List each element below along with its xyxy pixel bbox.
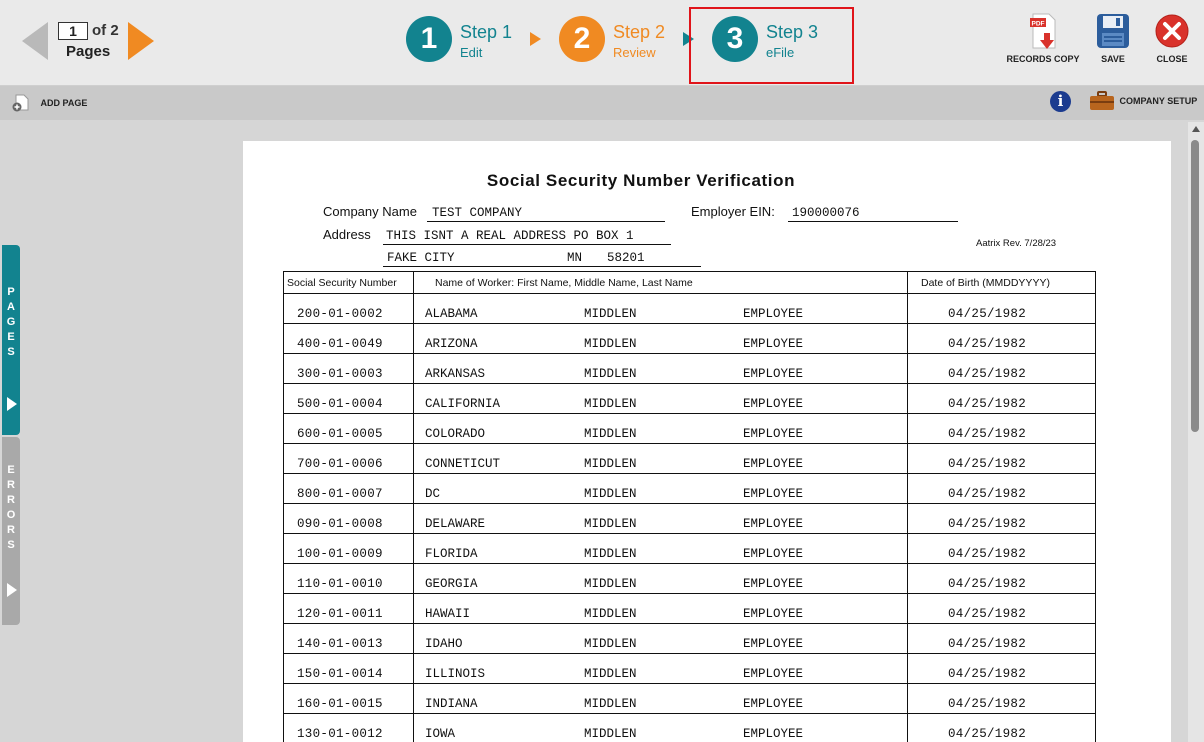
dob-cell[interactable]: 04/25/1982 bbox=[908, 714, 1096, 742]
middle-name: MIDDLEN bbox=[584, 517, 637, 531]
ssn-cell[interactable]: 120-01-0011 bbox=[284, 594, 414, 624]
current-page-input[interactable]: 1 bbox=[58, 22, 88, 40]
employer-ein-label: Employer EIN: bbox=[691, 204, 775, 219]
last-name: EMPLOYEE bbox=[743, 637, 804, 651]
worker-name-cell[interactable] bbox=[414, 624, 908, 654]
pdf-badge-text: PDF bbox=[1031, 20, 1045, 28]
middle-name: MIDDLEN bbox=[584, 637, 637, 651]
tab-letter: E bbox=[7, 464, 15, 476]
records-copy-button[interactable] bbox=[1006, 12, 1080, 64]
ssn-cell[interactable]: 800-01-0007 bbox=[284, 474, 414, 504]
worker-name-cell[interactable] bbox=[414, 414, 908, 444]
step-1-number: 1 bbox=[406, 16, 452, 62]
worker-name-cell[interactable] bbox=[414, 534, 908, 564]
last-name: EMPLOYEE bbox=[743, 607, 804, 621]
tab-letter: S bbox=[7, 346, 15, 358]
ssn-cell[interactable]: 130-01-0012 bbox=[284, 714, 414, 742]
dob-cell[interactable]: 04/25/1982 bbox=[908, 504, 1096, 534]
tab-letter: O bbox=[6, 509, 16, 521]
first-name: COLORADO bbox=[425, 427, 486, 441]
last-name: EMPLOYEE bbox=[743, 577, 804, 591]
middle-name: MIDDLEN bbox=[584, 337, 637, 351]
tab-letter: A bbox=[7, 301, 15, 313]
add-page-button[interactable] bbox=[12, 94, 87, 112]
worker-name-cell[interactable] bbox=[414, 654, 908, 684]
last-name: EMPLOYEE bbox=[743, 337, 804, 351]
middle-name: MIDDLEN bbox=[584, 667, 637, 681]
first-name: ARKANSAS bbox=[425, 367, 486, 381]
ssn-cell[interactable]: 100-01-0009 bbox=[284, 534, 414, 564]
table-row bbox=[284, 444, 1096, 474]
column-header-dob: Date of Birth (MMDDYYYY) bbox=[908, 272, 1096, 294]
secondary-toolbar bbox=[0, 86, 1204, 120]
dob-cell[interactable]: 04/25/1982 bbox=[908, 654, 1096, 684]
close-icon bbox=[1154, 12, 1190, 52]
dob-cell[interactable]: 04/25/1982 bbox=[908, 594, 1096, 624]
add-page-icon bbox=[12, 94, 30, 112]
info-icon[interactable]: i bbox=[1050, 91, 1071, 112]
worker-name-cell[interactable] bbox=[414, 714, 908, 742]
step-1-subtitle: Edit bbox=[460, 45, 483, 60]
last-name: EMPLOYEE bbox=[743, 307, 804, 321]
ssn-cell[interactable]: 150-01-0014 bbox=[284, 654, 414, 684]
ssn-cell[interactable]: 110-01-0010 bbox=[284, 564, 414, 594]
middle-name: MIDDLEN bbox=[584, 547, 637, 561]
ssn-cell[interactable]: 300-01-0003 bbox=[284, 354, 414, 384]
table-row bbox=[284, 714, 1096, 742]
tab-letter: R bbox=[7, 494, 15, 506]
last-name: EMPLOYEE bbox=[743, 517, 804, 531]
page-navigator bbox=[22, 20, 157, 68]
document-title: Social Security Number Verification bbox=[486, 171, 796, 190]
company-setup-button[interactable] bbox=[1089, 91, 1197, 111]
last-name: EMPLOYEE bbox=[743, 427, 804, 441]
middle-name: MIDDLEN bbox=[584, 457, 637, 471]
last-name: EMPLOYEE bbox=[743, 727, 804, 741]
first-name: IDAHO bbox=[425, 637, 463, 651]
worker-name-cell[interactable] bbox=[414, 294, 908, 324]
table-row bbox=[284, 534, 1096, 564]
step-3-subtitle: eFile bbox=[766, 45, 795, 60]
records-copy-label: RECORDS COPY bbox=[1006, 54, 1080, 64]
step-2-number: 2 bbox=[559, 16, 605, 62]
tab-letter: P bbox=[7, 286, 15, 298]
worker-name-cell[interactable] bbox=[414, 384, 908, 414]
address-line-1-field[interactable]: THIS ISNT A REAL ADDRESS PO BOX 1 bbox=[383, 227, 671, 245]
worker-name-cell[interactable] bbox=[414, 474, 908, 504]
city-field[interactable]: FAKE CITY bbox=[383, 249, 561, 267]
table-row bbox=[284, 684, 1096, 714]
pages-tab-letters bbox=[2, 285, 20, 360]
first-name: INDIANA bbox=[425, 697, 478, 711]
ssn-cell[interactable]: 700-01-0006 bbox=[284, 444, 414, 474]
table-row bbox=[284, 324, 1096, 354]
step-2-subtitle: Review bbox=[613, 45, 656, 60]
page-total-label: of 2 bbox=[92, 22, 119, 39]
column-header-ssn: Social Security Number bbox=[284, 272, 414, 294]
save-button[interactable] bbox=[1094, 12, 1132, 64]
top-toolbar bbox=[0, 0, 1204, 86]
worker-name-cell[interactable] bbox=[414, 594, 908, 624]
tab-letter: G bbox=[6, 316, 16, 328]
tab-letter: R bbox=[7, 479, 15, 491]
middle-name: MIDDLEN bbox=[584, 697, 637, 711]
first-name: GEORGIA bbox=[425, 577, 478, 591]
step-separator-arrow-icon bbox=[530, 32, 541, 46]
scroll-up-arrow-icon[interactable] bbox=[1192, 126, 1200, 132]
first-name: ARIZONA bbox=[425, 337, 478, 351]
state-field[interactable]: MN bbox=[561, 249, 599, 267]
step-3-number: 3 bbox=[712, 16, 758, 62]
ssn-cell[interactable]: 090-01-0008 bbox=[284, 504, 414, 534]
middle-name: MIDDLEN bbox=[584, 427, 637, 441]
pages-label: Pages bbox=[66, 43, 111, 60]
dob-cell[interactable]: 04/25/1982 bbox=[908, 324, 1096, 354]
address-label: Address bbox=[323, 227, 371, 242]
table-row bbox=[284, 594, 1096, 624]
table-header-row bbox=[284, 272, 1096, 294]
dob-cell[interactable]: 04/25/1982 bbox=[908, 474, 1096, 504]
employer-ein-field[interactable]: 190000076 bbox=[788, 204, 958, 222]
dob-cell[interactable]: 04/25/1982 bbox=[908, 354, 1096, 384]
dob-cell[interactable]: 04/25/1982 bbox=[908, 534, 1096, 564]
middle-name: MIDDLEN bbox=[584, 397, 637, 411]
middle-name: MIDDLEN bbox=[584, 727, 637, 741]
close-label: CLOSE bbox=[1156, 54, 1188, 64]
dob-cell[interactable]: 04/25/1982 bbox=[908, 444, 1096, 474]
step-1-title: Step 1 bbox=[460, 22, 513, 42]
worker-name-cell[interactable] bbox=[414, 444, 908, 474]
middle-name: MIDDLEN bbox=[584, 577, 637, 591]
worker-table bbox=[283, 271, 1096, 742]
step-2-title: Step 2 bbox=[613, 22, 666, 42]
first-name: HAWAII bbox=[425, 607, 471, 621]
worker-name-cell[interactable] bbox=[414, 324, 908, 354]
dob-cell[interactable]: 04/25/1982 bbox=[908, 294, 1096, 324]
first-name: IOWA bbox=[425, 727, 456, 741]
dob-cell[interactable]: 04/25/1982 bbox=[908, 384, 1096, 414]
last-name: EMPLOYEE bbox=[743, 547, 804, 561]
add-page-label: ADD PAGE bbox=[40, 98, 88, 108]
dob-cell[interactable]: 04/25/1982 bbox=[908, 414, 1096, 444]
previous-page-arrow-icon[interactable] bbox=[22, 22, 48, 60]
middle-name: MIDDLEN bbox=[584, 367, 637, 381]
middle-name: MIDDLEN bbox=[584, 307, 637, 321]
table-row bbox=[284, 384, 1096, 414]
next-page-arrow-icon[interactable] bbox=[128, 22, 154, 60]
pages-side-tab[interactable] bbox=[2, 245, 20, 435]
tab-letter: E bbox=[7, 331, 15, 343]
close-button[interactable] bbox=[1152, 12, 1192, 64]
ssn-cell[interactable]: 400-01-0049 bbox=[284, 324, 414, 354]
table-row bbox=[284, 414, 1096, 444]
worker-name-cell[interactable] bbox=[414, 684, 908, 714]
company-name-field[interactable]: TEST COMPANY bbox=[427, 204, 665, 222]
last-name: EMPLOYEE bbox=[743, 667, 804, 681]
zip-field[interactable]: 58201 bbox=[599, 249, 701, 267]
last-name: EMPLOYEE bbox=[743, 367, 804, 381]
briefcase-icon bbox=[1089, 91, 1115, 111]
document-page bbox=[243, 141, 1171, 742]
ssn-cell[interactable]: 200-01-0002 bbox=[284, 294, 414, 324]
middle-name: MIDDLEN bbox=[584, 487, 637, 501]
ssn-cell[interactable]: 600-01-0005 bbox=[284, 414, 414, 444]
first-name: DC bbox=[425, 487, 441, 501]
scrollbar-thumb[interactable] bbox=[1191, 140, 1199, 432]
ssn-cell[interactable]: 500-01-0004 bbox=[284, 384, 414, 414]
column-header-name: Name of Worker: First Name, Middle Name, Last Name bbox=[414, 272, 908, 294]
table-row bbox=[284, 294, 1096, 324]
step-3-title: Step 3 bbox=[766, 22, 819, 42]
ssn-cell[interactable]: 140-01-0013 bbox=[284, 624, 414, 654]
tab-letter: R bbox=[7, 524, 15, 536]
table-row bbox=[284, 624, 1096, 654]
last-name: EMPLOYEE bbox=[743, 487, 804, 501]
table-row bbox=[284, 564, 1096, 594]
table-row bbox=[284, 474, 1096, 504]
first-name: ILLINOIS bbox=[425, 667, 486, 681]
dob-cell[interactable]: 04/25/1982 bbox=[908, 624, 1096, 654]
first-name: FLORIDA bbox=[425, 547, 478, 561]
table-row bbox=[284, 654, 1096, 684]
last-name: EMPLOYEE bbox=[743, 697, 804, 711]
company-name-label: Company Name bbox=[323, 204, 417, 219]
first-name: DELAWARE bbox=[425, 517, 486, 531]
worker-name-cell[interactable] bbox=[414, 354, 908, 384]
errors-side-tab[interactable] bbox=[2, 437, 20, 625]
expand-arrow-icon bbox=[7, 583, 17, 597]
last-name: EMPLOYEE bbox=[743, 397, 804, 411]
form-revision: Aatrix Rev. 7/28/23 bbox=[976, 238, 1057, 249]
worker-name-cell[interactable] bbox=[414, 504, 908, 534]
middle-name: MIDDLEN bbox=[584, 607, 637, 621]
dob-cell[interactable]: 04/25/1982 bbox=[908, 564, 1096, 594]
table-row bbox=[284, 354, 1096, 384]
dob-cell[interactable]: 04/25/1982 bbox=[908, 684, 1096, 714]
expand-arrow-icon bbox=[7, 397, 17, 411]
first-name: CALIFORNIA bbox=[425, 397, 501, 411]
tab-letter: S bbox=[7, 539, 15, 551]
pdf-download-icon bbox=[1025, 12, 1061, 52]
table-row bbox=[284, 504, 1096, 534]
ssn-cell[interactable]: 160-01-0015 bbox=[284, 684, 414, 714]
save-label: SAVE bbox=[1101, 54, 1125, 64]
company-setup-label: COMPANY SETUP bbox=[1119, 96, 1198, 106]
first-name: CONNETICUT bbox=[425, 457, 501, 471]
vertical-scrollbar[interactable] bbox=[1188, 122, 1204, 742]
worker-name-cell[interactable] bbox=[414, 564, 908, 594]
last-name: EMPLOYEE bbox=[743, 457, 804, 471]
step-3-highlight-box bbox=[689, 7, 854, 84]
first-name: ALABAMA bbox=[425, 307, 478, 321]
floppy-disk-icon bbox=[1095, 12, 1131, 52]
errors-tab-letters bbox=[2, 463, 20, 553]
